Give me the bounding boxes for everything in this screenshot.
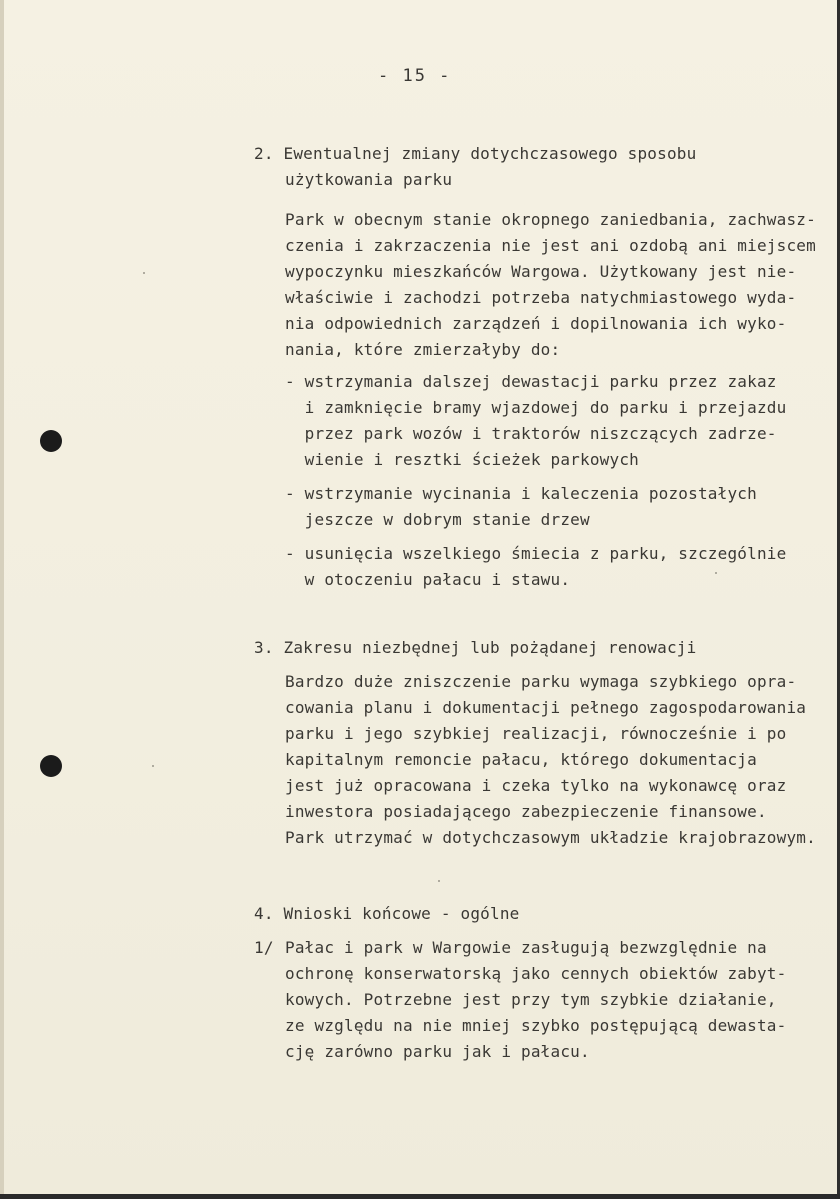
section-3-para-line: Bardzo duże zniszczenie parku wymaga szybkiego opra- — [285, 672, 797, 691]
section-2-heading: 2. Ewentualnej zmiany dotychczasowego sposobu — [254, 144, 697, 163]
paper-speck — [438, 880, 440, 882]
punch-hole — [40, 755, 62, 777]
section-2-para-line: nia odpowiednich zarządzeń i dopilnowania ich wyko- — [285, 314, 787, 333]
section-3-heading: 3. Zakresu niezbędnej lub pożądanej renowacji — [254, 638, 697, 657]
section-2-para-line: nania, które zmierzałyby do: — [285, 340, 561, 359]
section-3-para-line: kapitalnym remoncie pałacu, którego dokumentacja — [285, 750, 757, 769]
section-4-item-line: Pałac i park w Wargowie zasługują bezwzględnie na — [285, 938, 767, 957]
punch-hole — [40, 430, 62, 452]
section-3-para-line: parku i jego szybkiej realizacji, równocześnie i po — [285, 724, 787, 743]
section-2-para-line: właściwie i zachodzi potrzeba natychmiastowego wyda- — [285, 288, 797, 307]
bullet-line: jeszcze w dobrym stanie drzew — [285, 510, 590, 529]
section-3-para-line: jest już opracowana i czeka tylko na wykonawcę oraz — [285, 776, 787, 795]
section-2-para-line: wypoczynku mieszkańców Wargowa. Użytkowany jest nie- — [285, 262, 797, 281]
section-2-para-line: Park w obecnym stanie okropnego zaniedbania, zachwasz- — [285, 210, 816, 229]
bullet-line: w otoczeniu pałacu i stawu. — [285, 570, 571, 589]
page-number: - 15 - — [378, 66, 452, 86]
bullet-line: przez park wozów i traktorów niszczących zadrze- — [285, 424, 777, 443]
paper-speck — [143, 272, 145, 274]
section-3-para-line: inwestora posiadającego zabezpieczenie finansowe. — [285, 802, 767, 821]
section-4-item-line: ochronę konserwatorską jako cennych obiektów zabyt- — [285, 964, 787, 983]
paper-speck — [152, 765, 154, 767]
section-2-para-line: czenia i zakrzaczenia nie jest ani ozdobą ani miejscem — [285, 236, 816, 255]
section-4-item-line: ze względu na nie mniej szybko postępującą dewasta- — [285, 1016, 787, 1035]
bullet-line: - usunięcia wszelkiego śmiecia z parku, szczególnie — [285, 544, 787, 563]
paper-speck — [715, 572, 717, 574]
section-2-heading-cont: użytkowania parku — [285, 170, 453, 189]
section-4-item-line: cję zarówno parku jak i pałacu. — [285, 1042, 590, 1061]
page-left-edge — [0, 0, 4, 1199]
bullet-line: wienie i resztki ścieżek parkowych — [285, 450, 639, 469]
page-bottom-edge — [0, 1194, 840, 1199]
section-4-heading: 4. Wnioski końcowe - ogólne — [254, 904, 520, 923]
section-3-para-line: cowania planu i dokumentacji pełnego zagospodarowania — [285, 698, 807, 717]
bullet-line: i zamknięcie bramy wjazdowej do parku i przejazdu — [285, 398, 787, 417]
section-4-item-line: kowych. Potrzebne jest przy tym szybkie działanie, — [285, 990, 777, 1009]
bullet-line: - wstrzymania dalszej dewastacji parku przez zakaz — [285, 372, 777, 391]
section-3-para-line: Park utrzymać w dotychczasowym układzie krajobrazowym. — [285, 828, 816, 847]
bullet-line: - wstrzymanie wycinania i kaleczenia pozostałych — [285, 484, 757, 503]
item-marker: 1/ — [254, 938, 274, 957]
